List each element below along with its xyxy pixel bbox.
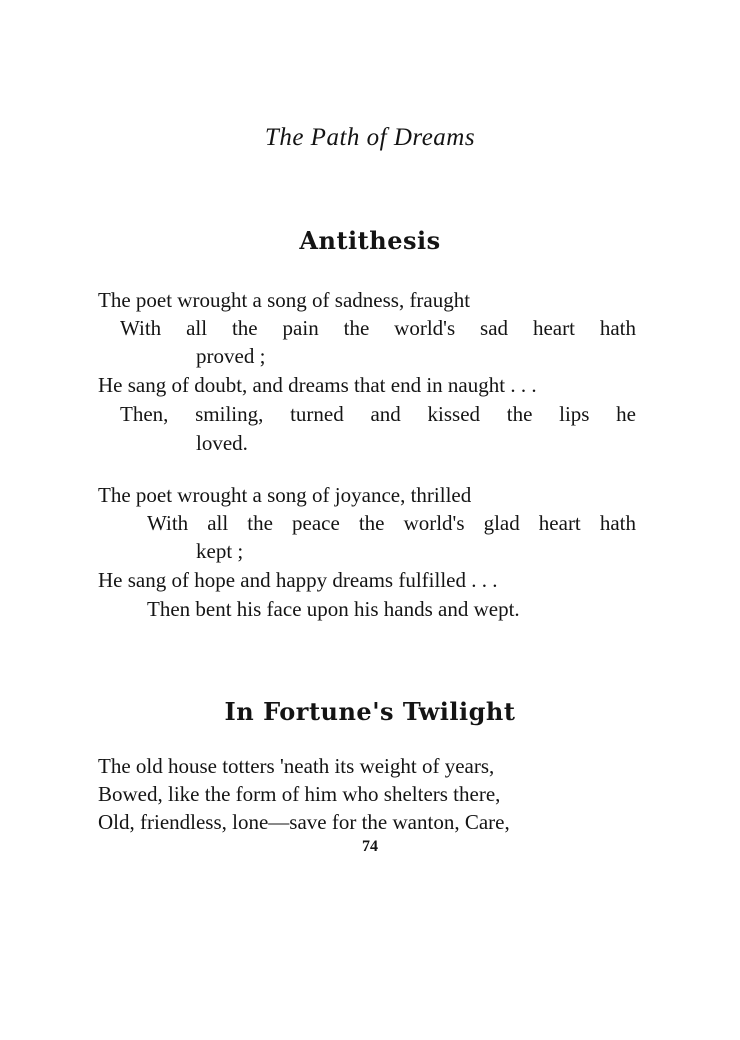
poem-line: Then bent his face upon his hands and wept. xyxy=(147,597,520,621)
poem-title-in-fortunes-twilight: In Fortune's Twilight xyxy=(224,697,516,726)
poem-line: kept ; xyxy=(196,539,244,563)
poem-line: proved ; xyxy=(196,344,266,368)
poem-line: With all the peace the world's glad heart hath xyxy=(147,511,636,535)
poem-line: The poet wrought a song of joyance, thrilled xyxy=(98,483,472,507)
poem-title-antithesis: Antithesis xyxy=(299,226,441,255)
poem-line: Then, smiling, turned and kissed the lips he xyxy=(120,402,636,426)
poem-line: loved. xyxy=(196,431,248,455)
poem-line: He sang of hope and happy dreams fulfilled . . . xyxy=(98,568,498,592)
running-head: The Path of Dreams xyxy=(264,124,476,151)
poem-line: The old house totters 'neath its weight of years, xyxy=(98,754,495,778)
page-number: 74 xyxy=(362,838,378,855)
poem-line: Old, friendless, lone—save for the wanton, Care, xyxy=(98,810,510,834)
poem-line: With all the pain the world's sad heart hath xyxy=(120,316,636,340)
poem-line: The poet wrought a song of sadness, fraught xyxy=(98,288,471,312)
poem-line: He sang of doubt, and dreams that end in naught . . . xyxy=(98,373,537,397)
poem-line: Bowed, like the form of him who shelters there, xyxy=(98,782,501,806)
